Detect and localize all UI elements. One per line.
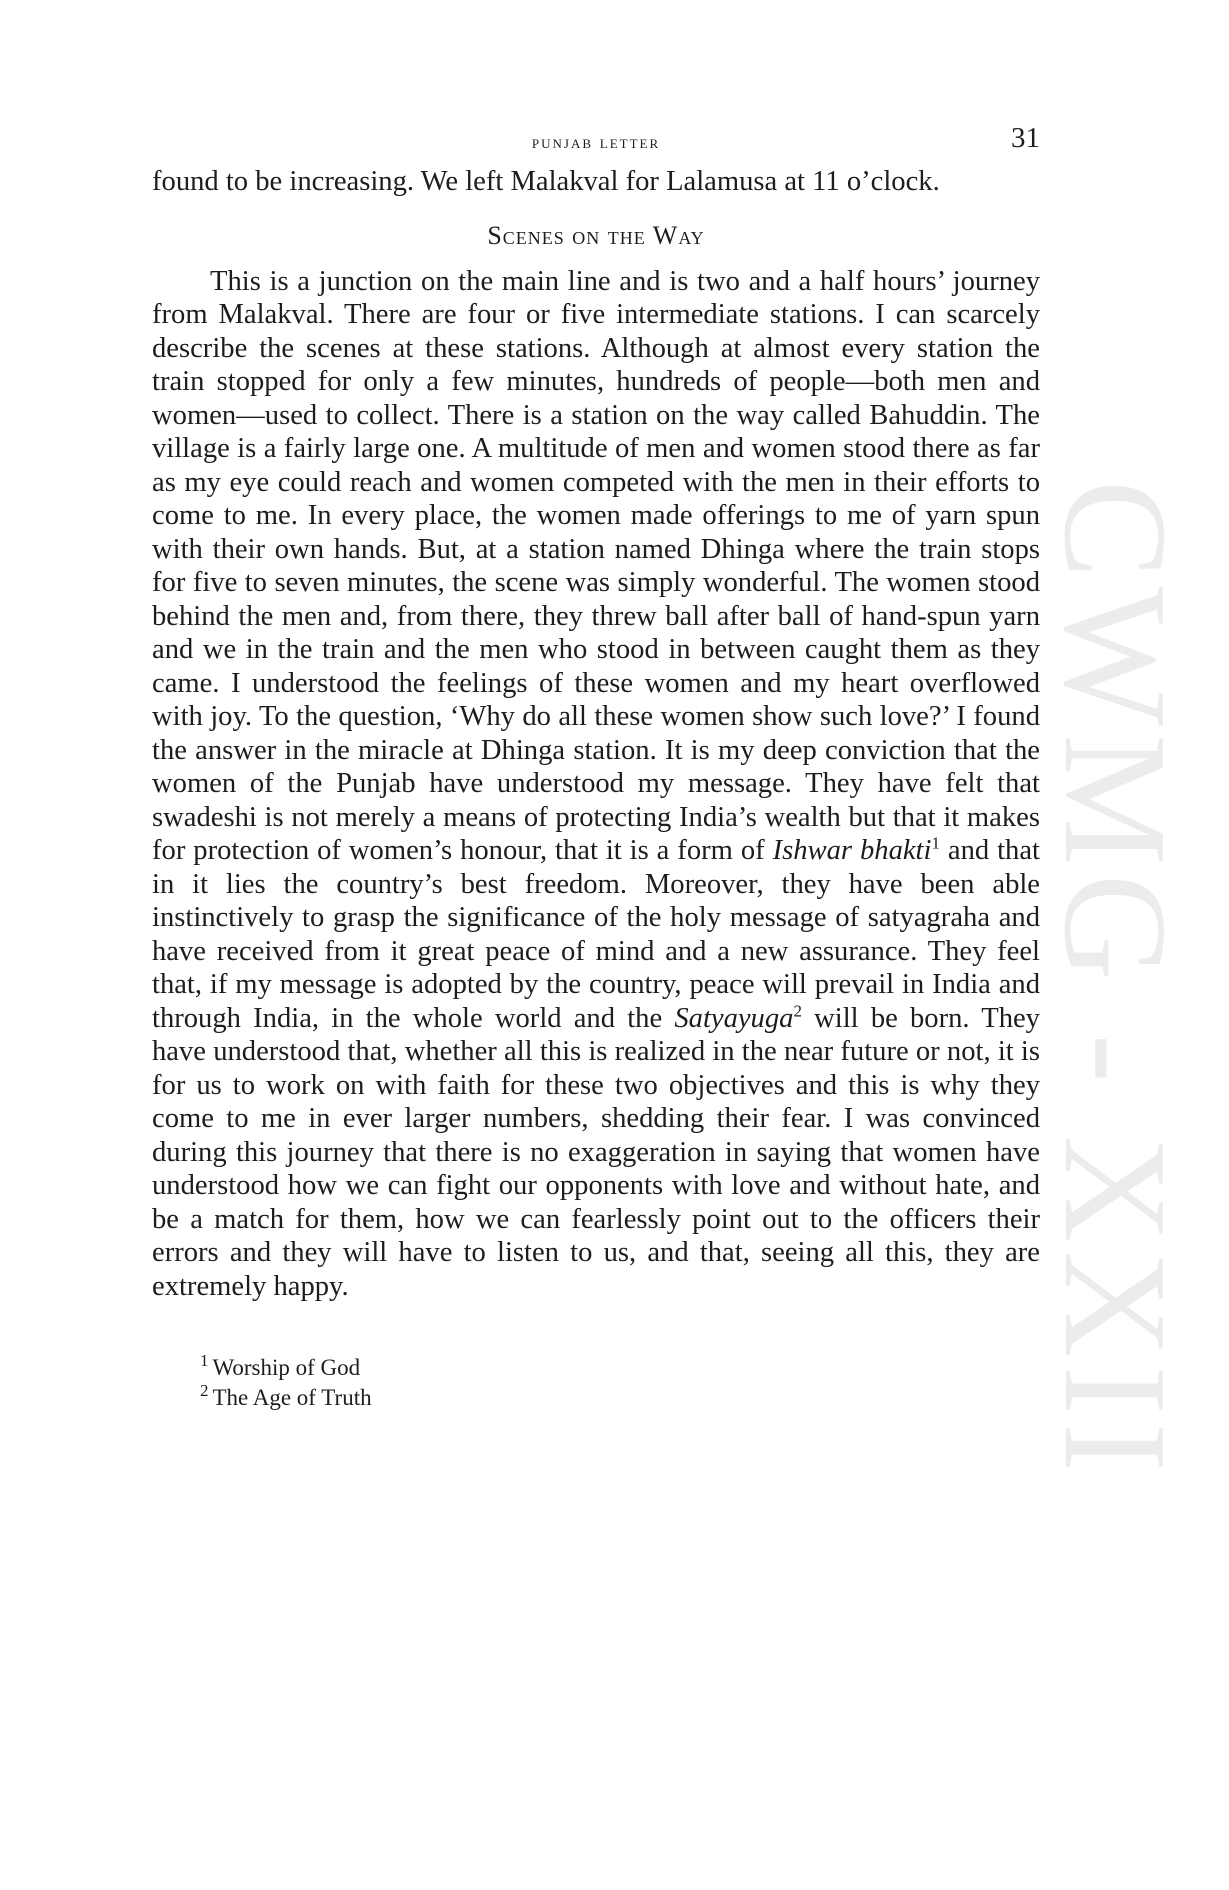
section-heading: Scenes on the Way <box>487 220 705 250</box>
footnote-text: Worship of God <box>212 1355 361 1380</box>
page-number: 31 <box>1011 122 1040 154</box>
footnote-ref-1: 1 <box>931 833 940 853</box>
footnotes <box>200 1353 1040 1413</box>
running-title: punjab letter <box>531 132 661 153</box>
term-ishwar-bhakti: Ishwar bhakti <box>772 835 932 866</box>
footnote-text: The Age of Truth <box>212 1385 372 1410</box>
term-satyayuga: Satyayuga <box>674 1002 794 1034</box>
footnote-number: 2 <box>200 1381 209 1401</box>
running-head <box>152 122 1040 162</box>
main-paragraph <box>152 265 1040 1304</box>
footnote-number: 1 <box>200 1351 209 1371</box>
continuation-paragraph: found to be increasing. We left Malakval for Lalamusa at 11 o’clock. <box>152 166 940 197</box>
page <box>152 122 1040 1413</box>
watermark <box>1015 460 1215 1500</box>
paragraph-text-part3: will be born. They have understood that, whether all this is realized in the near future or not, it is for us to work on with faith for these two objectives and this is why they come to me in ever larger numbers, shedding their fear. I was convinced during this journey that there is no exaggeration in saying that women have understood how we can fight our opponents with love and without hate, and be a match for them, how we can fearlessly point out to the officers their errors and they will have to listen to us, and that, seeing all this, they are extremely happy. <box>152 1002 1040 1302</box>
paragraph-text-part1: This is a junction on the main line and is two and a half hours’ journey from Malakval. There are four or five intermediate stations. I can scarcely describe the scenes at these stations. Although at almost every station the train stopped for only a few minutes, hundreds of people—both men and women—used to collect. There is a station on the way called Bahuddin. The village is a fairly large one. A multitude of men and women stood there as far as my eye could reach and women competed with the men in their efforts to come to me. In every place, the women made offerings to me of yarn spun with their own hands. But, at a station named Dhinga where the train stops for five to seven minutes, the scene was simply wonderful. The women stood behind the men and, from there, they threw ball after ball of hand-spun yarn and we in the train and the men who stood in between caught them as they came. I understood the feelings of these women and my heart overflowed with joy. To the question, ‘Why do all these women show such love?’ I found the answer in the miracle at Dhinga station. It is my deep conviction that the women of the Punjab have understood my message. They have felt that swadeshi is not merely a means of protecting India’s wealth but that it makes for protection of women’s honour, that it is a form of <box>152 265 1040 866</box>
footnote-2 <box>200 1383 1040 1413</box>
paragraph-text-part2: and that in it lies the country’s best freedom. Moreover, they have been able instinctively to grasp the significance of the holy message of satyagraha and have received from it great peace of mind and a new assurance. They feel that, if my message is adopted by the country, peace will prevail in India and through India, in the whole world and the <box>152 835 1040 1034</box>
watermark-text: CWMG - XXII <box>1033 479 1197 1481</box>
footnote-1 <box>200 1353 1040 1383</box>
footnote-ref-2: 2 <box>793 1000 802 1020</box>
